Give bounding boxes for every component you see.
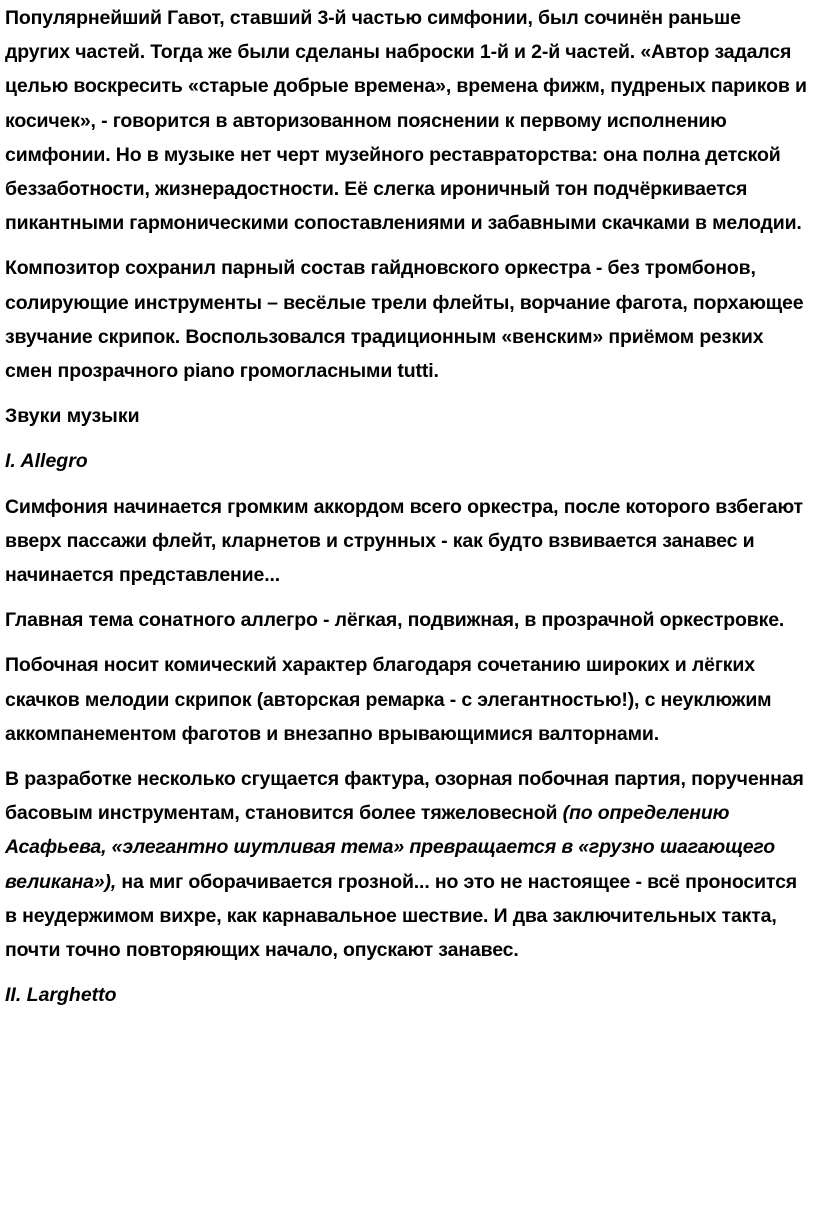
paragraph-secondary-theme: Побочная носит комический характер благодаря сочетанию широких и лёгких скачков мелодии скрипок (авторская ремарка - с элегантностью!), с неуклюжим аккомпанементом фаготов и внезапно врывающимися валторнами.	[5, 654, 772, 745]
paragraph-main-theme: Главная тема сонатного аллегро - лёгкая, подвижная, в прозрачной оркестровке.	[5, 609, 785, 632]
development-quote: (по определению Асафьева, «элегантно шутливая тема» превращается в «грузно шагающего великана»),	[5, 802, 775, 893]
development-text-end: на миг оборачивается грозной... но это не настоящее - всё проносится в неудержимом вихре, как карнавальное шествие. И два заключительных такта, почти точно повторяющих начало, опускают занавес.	[5, 870, 797, 962]
movement-heading-larghetto: II. Larghetto	[5, 984, 117, 1007]
development-text-start: В разработке несколько сгущается фактура, озорная побочная партия, порученная басовым инструментам, становится более тяжеловесной	[5, 768, 804, 825]
paragraph-development	[5, 762, 810, 967]
movement-heading-allegro: I. Allegro	[5, 450, 88, 473]
paragraph-opening: Симфония начинается громким аккордом всего оркестра, после которого взбегают вверх пассажи флейт, кларнетов и струнных - как будто взвивается занавес и начинается представление...	[5, 495, 803, 587]
paragraph-orchestra: Композитор сохранил парный состав гайдновского оркестра - без тромбонов, солирующие инструменты – весёлые трели флейты, ворчание фагота, порхающее звучание скрипок. Воспользовался традиционным «венским» приёмом резких смен прозрачного piano громогласными tutti.	[5, 257, 804, 383]
paragraph-gavotte: Популярнейший Гавот, ставший 3-й частью симфонии, был сочинён раньше других частей. Тогда же были сделаны наброски 1-й и 2-й частей. «Автор задался целью воскресить «старые добрые времена», времена фижм, пудреных париков и косичек», - говорится в авторизованном пояснении к первому исполнению симфонии. Но в музыке нет черт музейного реставраторства: она полна детской беззаботности, жизнерадостности. Её слегка ироничный тон подчёркивается пикантными гармоническими сопоставлениями и забавными скачками в мелодии.	[5, 7, 807, 235]
section-title: Звуки музыки	[5, 405, 140, 428]
